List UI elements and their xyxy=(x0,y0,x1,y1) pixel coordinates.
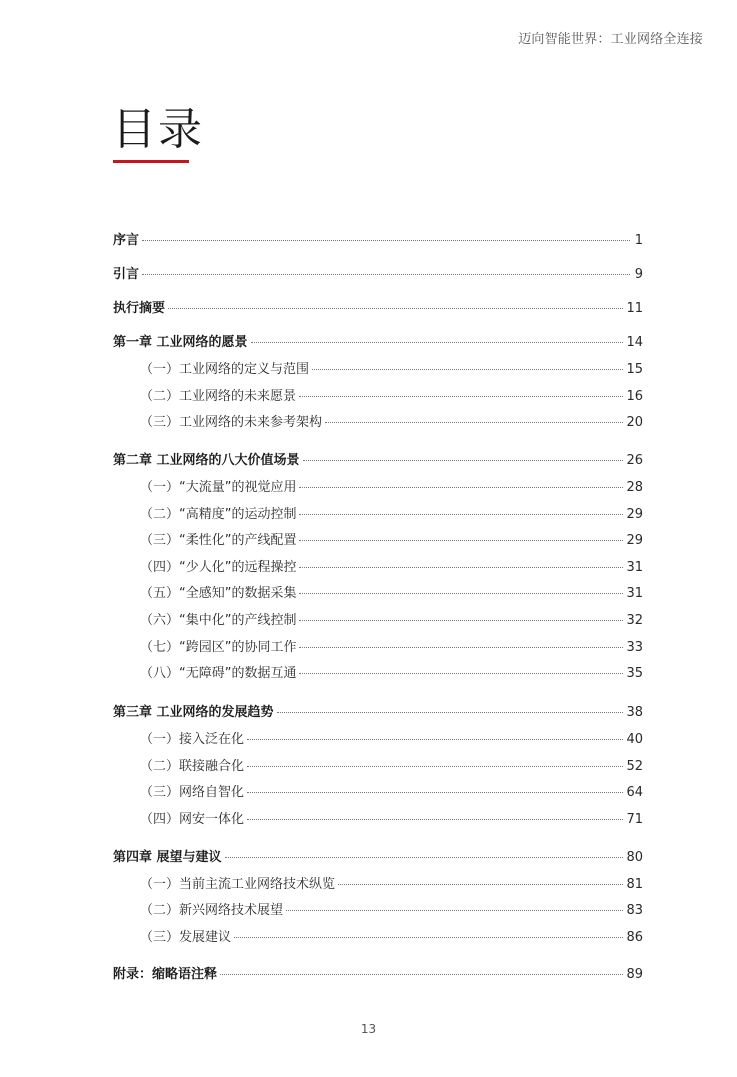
toc-dot-leader xyxy=(299,647,623,648)
page-title: 目录 xyxy=(112,104,204,155)
toc-entry-page: 16 xyxy=(626,389,643,404)
toc-entry-label: （八）“无障碍”的数据互通 xyxy=(140,666,297,681)
toc-chapter-entry[interactable] xyxy=(113,300,643,318)
toc-entry-page: 71 xyxy=(626,812,643,827)
toc-dot-leader xyxy=(299,593,623,594)
toc-entry-label: 第四章 展望与建议 xyxy=(113,850,222,865)
toc-dot-leader xyxy=(299,540,623,541)
toc-dot-leader xyxy=(168,308,623,309)
page-number: 13 xyxy=(360,1022,377,1036)
toc-section-entry[interactable] xyxy=(113,876,643,894)
toc-entry-page: 31 xyxy=(626,560,643,575)
toc-dot-leader xyxy=(247,739,623,740)
toc-entry-label: 附录：缩略语注释 xyxy=(113,967,218,982)
toc-section-entry[interactable] xyxy=(113,559,643,577)
toc-entry-page: 89 xyxy=(626,967,643,982)
toc-entry-page: 35 xyxy=(626,666,643,681)
toc-section-entry[interactable] xyxy=(113,479,643,497)
toc-entry-page: 52 xyxy=(626,759,643,774)
toc-entry-label: （三）工业网络的未来参考架构 xyxy=(140,415,323,430)
toc-entry-page: 80 xyxy=(626,850,643,865)
toc-entry-label: （一）工业网络的定义与范围 xyxy=(140,362,310,377)
toc-section-entry[interactable] xyxy=(113,902,643,920)
toc-entry-label: （一）接入泛在化 xyxy=(140,732,245,747)
toc-entry-label: （一）当前主流工业网络技术纵览 xyxy=(140,877,336,892)
toc-entry-label: （四）网安一体化 xyxy=(140,812,245,827)
toc-dot-leader xyxy=(299,673,623,674)
toc-entry-label: 执行摘要 xyxy=(113,301,166,316)
toc-dot-leader xyxy=(312,369,623,370)
toc-dot-leader xyxy=(251,342,624,343)
toc-entry-label: （五）“全感知”的数据采集 xyxy=(140,586,297,601)
toc-section-entry[interactable] xyxy=(113,784,643,802)
toc-chapter-entry[interactable] xyxy=(113,334,643,352)
toc-entry-page: 40 xyxy=(626,732,643,747)
toc-chapter-entry[interactable] xyxy=(113,266,643,284)
toc-entry-page: 20 xyxy=(626,415,643,430)
toc-dot-leader xyxy=(299,620,623,621)
toc-section-entry[interactable] xyxy=(113,929,643,947)
toc-section-entry[interactable] xyxy=(113,414,643,432)
toc-chapter-entry[interactable] xyxy=(113,966,643,984)
toc-entry-label: （三）发展建议 xyxy=(140,930,232,945)
toc-dot-leader xyxy=(303,460,624,461)
toc-entry-page: 29 xyxy=(626,507,643,522)
toc-section-entry[interactable] xyxy=(113,612,643,630)
toc-entry-page: 1 xyxy=(634,233,643,248)
toc-section-entry[interactable] xyxy=(113,388,643,406)
toc-entry-label: （六）“集中化”的产线控制 xyxy=(140,613,297,628)
toc-entry-page: 81 xyxy=(626,877,643,892)
toc-entry-label: 序言 xyxy=(113,233,140,248)
toc-section-entry[interactable] xyxy=(113,506,643,524)
toc-entry-page: 83 xyxy=(626,903,643,918)
toc-dot-leader xyxy=(299,396,623,397)
toc-dot-leader xyxy=(299,487,623,488)
toc-dot-leader xyxy=(338,884,623,885)
running-header: 迈向智能世界：工业网络全连接 xyxy=(518,32,703,47)
toc-entry-label: （四）“少人化”的远程操控 xyxy=(140,560,297,575)
toc-entry-page: 15 xyxy=(626,362,643,377)
toc-dot-leader xyxy=(247,766,623,767)
toc-entry-label: 引言 xyxy=(113,267,140,282)
title-underline xyxy=(113,160,189,163)
toc-dot-leader xyxy=(234,937,623,938)
toc-entry-page: 38 xyxy=(626,705,643,720)
toc-section-entry[interactable] xyxy=(113,811,643,829)
toc-dot-leader xyxy=(299,567,623,568)
toc-entry-page: 9 xyxy=(634,267,643,282)
toc-entry-label: （二）工业网络的未来愿景 xyxy=(140,389,297,404)
toc-entry-label: 第三章 工业网络的发展趋势 xyxy=(113,705,274,720)
toc-entry-page: 14 xyxy=(626,335,643,350)
toc-entry-label: 第二章 工业网络的八大价值场景 xyxy=(113,453,300,468)
toc-entry-label: 第一章 工业网络的愿景 xyxy=(113,335,248,350)
toc-entry-page: 33 xyxy=(626,640,643,655)
toc-entry-label: （二）新兴网络技术展望 xyxy=(140,903,284,918)
toc-entry-page: 32 xyxy=(626,613,643,628)
toc-entry-page: 86 xyxy=(626,930,643,945)
toc-entry-label: （三）网络自智化 xyxy=(140,785,245,800)
toc-dot-leader xyxy=(286,910,623,911)
toc-entry-page: 28 xyxy=(626,480,643,495)
toc-dot-leader xyxy=(225,857,624,858)
toc-entry-page: 29 xyxy=(626,533,643,548)
toc-dot-leader xyxy=(220,974,623,975)
toc-section-entry[interactable] xyxy=(113,639,643,657)
toc-section-entry[interactable] xyxy=(113,361,643,379)
toc-dot-leader xyxy=(299,514,623,515)
toc-dot-leader xyxy=(142,240,630,241)
toc-entry-label: （七）“跨园区”的协同工作 xyxy=(140,640,297,655)
toc-section-entry[interactable] xyxy=(113,731,643,749)
toc-entry-label: （一）“大流量”的视觉应用 xyxy=(140,480,297,495)
toc-chapter-entry[interactable] xyxy=(113,232,643,250)
toc-entry-label: （二）联接融合化 xyxy=(140,759,245,774)
toc-section-entry[interactable] xyxy=(113,758,643,776)
toc-chapter-entry[interactable] xyxy=(113,849,643,867)
toc-chapter-entry[interactable] xyxy=(113,452,643,470)
toc-section-entry[interactable] xyxy=(113,585,643,603)
toc-dot-leader xyxy=(247,792,623,793)
toc-chapter-entry[interactable] xyxy=(113,704,643,722)
toc-entry-label: （二）“高精度”的运动控制 xyxy=(140,507,297,522)
toc-entry-page: 31 xyxy=(626,586,643,601)
toc-dot-leader xyxy=(325,422,623,423)
toc-dot-leader xyxy=(142,274,630,275)
toc-entry-page: 11 xyxy=(626,301,643,316)
toc-section-entry[interactable] xyxy=(113,532,643,550)
toc-entry-page: 26 xyxy=(626,453,643,468)
toc-dot-leader xyxy=(277,712,624,713)
toc-section-entry[interactable] xyxy=(113,665,643,683)
toc-entry-page: 64 xyxy=(626,785,643,800)
toc-entry-label: （三）“柔性化”的产线配置 xyxy=(140,533,297,548)
toc-dot-leader xyxy=(247,819,623,820)
